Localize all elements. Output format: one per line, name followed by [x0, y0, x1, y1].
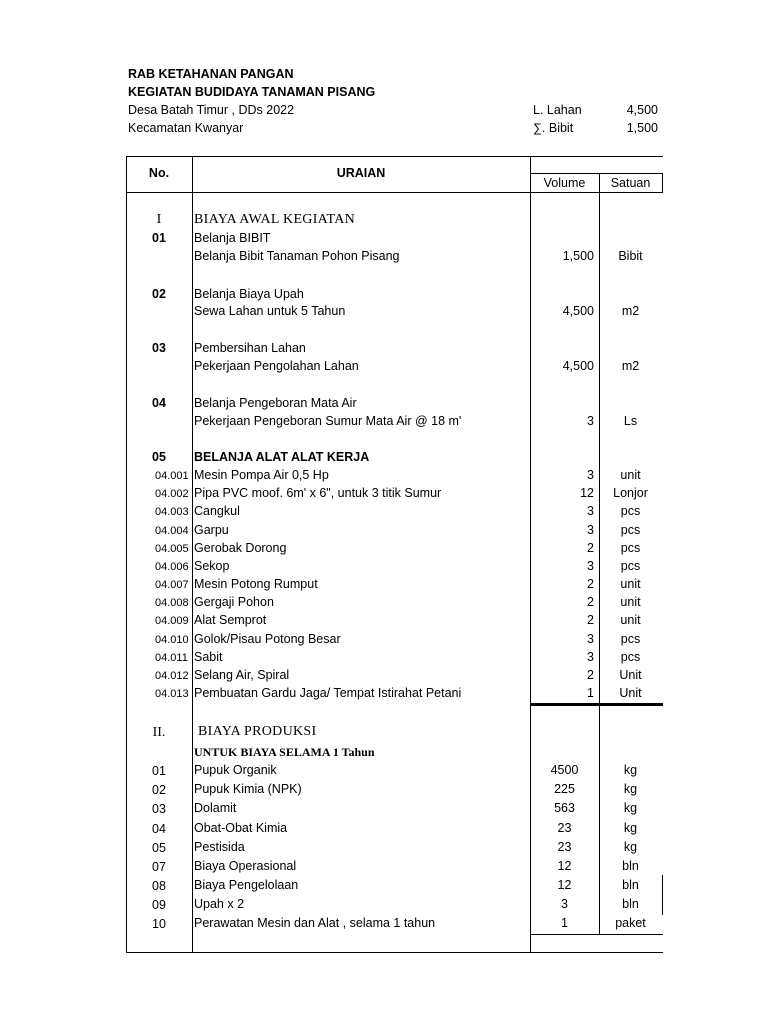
group-item-name: Pekerjaan Pengolahan Lahan — [194, 359, 359, 373]
item-name: Dolamit — [194, 801, 237, 815]
item-number: 05 — [152, 841, 166, 855]
item-number: 07 — [152, 860, 166, 874]
item-volume: 3 — [587, 504, 594, 518]
item-name: Gergaji Pohon — [194, 595, 274, 609]
item-volume: 3 — [587, 650, 594, 664]
item-number: 08 — [152, 879, 166, 893]
item-number: 03 — [152, 802, 166, 816]
group-item-volume: 4,500 — [562, 304, 594, 318]
group-item-satuan: m2 — [621, 304, 640, 318]
item-satuan: kg — [623, 840, 638, 854]
item-volume: 2 — [587, 613, 594, 627]
item-satuan: pcs — [620, 559, 641, 573]
item-satuan: pcs — [620, 504, 641, 518]
item-number: 04.010 — [155, 634, 189, 646]
item-name: Gerobak Dorong — [194, 541, 287, 555]
item-number: 04.012 — [155, 670, 189, 682]
item-volume: 1 — [587, 686, 594, 700]
item-name: Sabit — [194, 650, 223, 664]
item-name: Pipa PVC moof. 6m' x 6", untuk 3 titik Sumur — [194, 486, 442, 500]
item-volume: 12 — [580, 486, 594, 500]
group-number: 04 — [152, 396, 166, 410]
group-item-volume: 1,500 — [562, 249, 594, 263]
item-number: 04.011 — [155, 652, 188, 664]
item-satuan: kg — [623, 763, 638, 777]
item-name: Selang Air, Spiral — [194, 668, 290, 682]
item-volume: 3 — [587, 632, 594, 646]
item-name: Mesin Pompa Air 0,5 Hp — [194, 468, 329, 482]
group-item-name: Sewa Lahan untuk 5 Tahun — [194, 304, 346, 318]
group-item-satuan: m2 — [621, 359, 640, 373]
item-satuan: pcs — [620, 541, 641, 555]
item-volume: 2 — [587, 668, 594, 682]
item-name: Pembuatan Gardu Jaga/ Tempat Istirahat Petani — [194, 686, 462, 700]
item-number: 04.007 — [155, 579, 189, 591]
item-volume: 3 — [587, 523, 594, 537]
item-name: Perawatan Mesin dan Alat , selama 1 tahun — [194, 916, 436, 930]
item-number: 04.008 — [155, 597, 189, 609]
item-name: Golok/Pisau Potong Besar — [194, 632, 341, 646]
item-number: 04.006 — [155, 561, 189, 573]
item-name: Garpu — [194, 523, 229, 537]
lahan-value: 4,500 — [626, 103, 658, 117]
item-satuan: paket — [615, 916, 646, 930]
item-number: 04.002 — [155, 488, 189, 500]
item-satuan: pcs — [620, 523, 641, 537]
doc-title: RAB KETAHANAN PANGAN — [128, 67, 294, 81]
kecamatan-label: Kecamatan Kwanyar — [128, 121, 244, 135]
item-name: Obat-Obat Kimia — [194, 821, 288, 835]
group-title: BELANJA ALAT ALAT KERJA — [194, 450, 370, 464]
item-volume: 2 — [587, 595, 594, 609]
item-satuan: unit — [620, 595, 641, 609]
group-number: 05 — [152, 450, 166, 464]
item-volume: 563 — [554, 801, 575, 815]
item-name: Upah x 2 — [194, 897, 245, 911]
col-header-uraian: URAIAN — [336, 166, 386, 180]
bibit-value: 1,500 — [626, 121, 658, 135]
group-title: Belanja BIBIT — [194, 231, 271, 245]
item-volume: 2 — [587, 577, 594, 591]
section-2-subtitle: UNTUK BIAYA SELAMA 1 Tahun — [194, 745, 375, 759]
item-satuan: kg — [623, 801, 638, 815]
item-volume: 23 — [557, 840, 572, 854]
item-number: 04.005 — [155, 543, 189, 555]
item-name: Pupuk Kimia (NPK) — [194, 782, 302, 796]
item-volume: 4500 — [550, 763, 579, 777]
item-name: Cangkul — [194, 504, 240, 518]
col-header-satuan: Satuan — [610, 176, 651, 190]
group-item-volume: 4,500 — [562, 359, 594, 373]
group-number: 02 — [152, 287, 166, 301]
item-number: 10 — [152, 917, 166, 931]
group-title: Belanja Pengeboran Mata Air — [194, 396, 357, 410]
item-satuan: bln — [622, 878, 639, 892]
section-2-title: BIAYA PRODUKSI — [198, 724, 317, 739]
item-volume: 3 — [587, 468, 594, 482]
group-number: 01 — [152, 231, 166, 245]
section-1-title: BIAYA AWAL KEGIATAN — [194, 212, 356, 227]
item-name: Mesin Potong Rumput — [194, 577, 318, 591]
group-item-name: Belanja Bibit Tanaman Pohon Pisang — [194, 249, 400, 263]
item-name: Pestisida — [194, 840, 245, 854]
group-number: 03 — [152, 341, 166, 355]
item-satuan: Unit — [619, 686, 642, 700]
col-header-no: No. — [148, 166, 170, 180]
item-satuan: unit — [620, 613, 641, 627]
item-number: 04.003 — [155, 506, 189, 518]
group-item-satuan: Bibit — [618, 249, 643, 263]
item-satuan: Lonjor — [613, 486, 648, 500]
item-volume: 23 — [557, 821, 572, 835]
desa-label: Desa Batah Timur , DDs 2022 — [128, 103, 295, 117]
bibit-label: ∑. Bibit — [533, 121, 574, 135]
item-name: Pupuk Organik — [194, 763, 277, 777]
item-volume: 3 — [587, 559, 594, 573]
item-volume: 3 — [561, 897, 568, 911]
group-item-name: Pekerjaan Pengeboran Sumur Mata Air @ 18 m' — [194, 414, 462, 428]
item-satuan: pcs — [620, 650, 641, 664]
item-number: 04 — [152, 822, 166, 836]
item-number: 01 — [152, 764, 166, 778]
item-number: 04.009 — [155, 615, 189, 627]
item-name: Biaya Pengelolaan — [194, 878, 299, 892]
group-title: Belanja Biaya Upah — [194, 287, 304, 301]
item-volume: 12 — [557, 878, 572, 892]
item-name: Biaya Operasional — [194, 859, 297, 873]
item-satuan: Unit — [619, 668, 642, 682]
item-satuan: pcs — [620, 632, 641, 646]
group-title: Pembersihan Lahan — [194, 341, 306, 355]
section-1-roman: I — [156, 212, 162, 227]
item-volume: 12 — [557, 859, 572, 873]
item-name: Alat Semprot — [194, 613, 267, 627]
item-number: 04.001 — [155, 470, 189, 482]
group-item-satuan: Ls — [623, 414, 638, 428]
item-satuan: unit — [620, 468, 641, 482]
item-name: Sekop — [194, 559, 230, 573]
item-number: 04.013 — [155, 688, 189, 700]
item-satuan: bln — [622, 859, 639, 873]
item-volume: 2 — [587, 541, 594, 555]
lahan-label: L. Lahan — [533, 103, 582, 117]
doc-subtitle: KEGIATAN BUDIDAYA TANAMAN PISANG — [128, 85, 376, 99]
group-item-volume: 3 — [587, 414, 594, 428]
section-2-roman: II. — [152, 725, 166, 740]
item-number: 04.004 — [155, 525, 189, 537]
item-satuan: kg — [623, 821, 638, 835]
item-volume: 225 — [554, 782, 575, 796]
item-satuan: kg — [623, 782, 638, 796]
item-number: 02 — [152, 783, 166, 797]
col-header-volume: Volume — [543, 176, 586, 190]
item-volume: 1 — [561, 916, 568, 930]
item-number: 09 — [152, 898, 166, 912]
item-satuan: bln — [622, 897, 639, 911]
item-satuan: unit — [620, 577, 641, 591]
